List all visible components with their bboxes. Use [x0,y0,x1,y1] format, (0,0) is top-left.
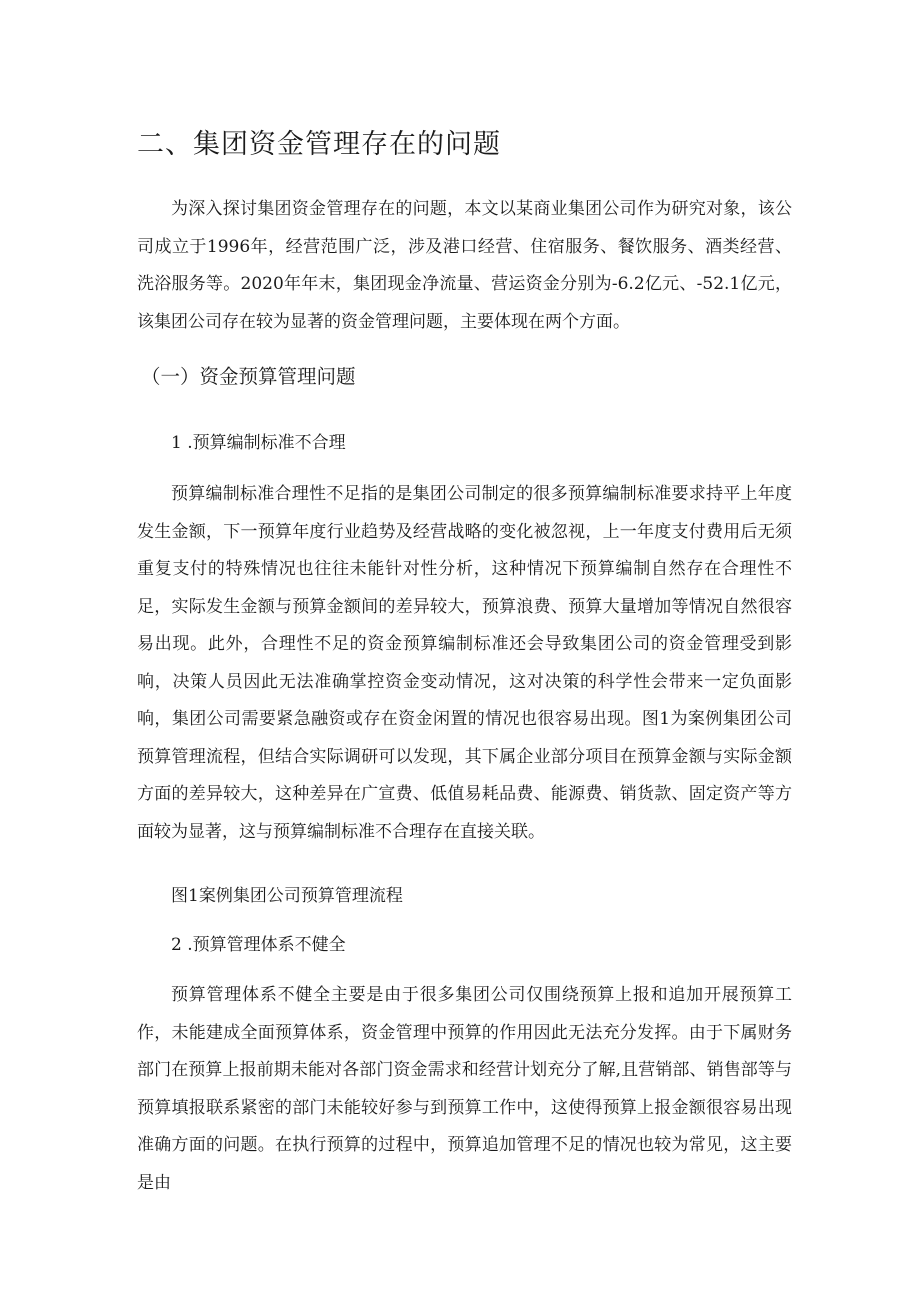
item1-paragraph: 预算编制标准合理性不足指的是集团公司制定的很多预算编制标准要求持平上年度发生金额，下一预算年度行业趋势及经营战略的变化被忽视，上一年度支付费用后无须重复支付的特殊情况也往往未能针对性分析，这种情况下预算编制自然存在合理性不足，实际发生金额与预算金额间的差异较大，预算浪费、预算大量增加等情况自然很容易出现。此外，合理性不足的资金预算编制标准还会导致集团公司的资金管理受到影响，决策人员因此无法准确掌控资金变动情况，这对决策的科学性会带来一定负面影响，集团公司需要紧急融资或存在资金闲置的情况也很容易出现。图1为案例集团公司预算管理流程，但结合实际调研可以发现，其下属企业部分项目在预算金额与实际金额方面的差异较大，这种差异在广宣费、低值易耗品费、能源费、销货款、固定资产等方面较为显著，这与预算编制标准不合理存在直接关联。 [137,484,792,842]
intro-paragraph: 为深入探讨集团资金管理存在的问题，本文以某商业集团公司作为研究对象，该公司成立于1996年，经营范围广泛，涉及港口经营、住宿服务、餐饮服务、酒类经营、洗浴服务等。2020年年末，集团现金净流量、营运资金分别为-6.2亿元、-52.1亿元，该集团公司存在较为显著的资金管理问题，主要体现在两个方面。 [137,199,792,332]
subsection-title: （一）资金预算管理问题 [141,365,356,388]
item1-title: 1 .预算编制标准不合理 [171,433,346,453]
item2-paragraph: 预算管理体系不健全主要是由于很多集团公司仅围绕预算上报和追加开展预算工作，未能建成全面预算体系，资金管理中预算的作用因此无法充分发挥。由于下属财务部门在预算上报前期未能对各部门资金需求和经营计划充分了解,且营销部、销售部等与预算填报联系紧密的部门未能较好参与到预算工作中，这使得预算上报金额很容易出现准确方面的问题。在执行预算的过程中，预算追加管理不足的情况也较为常见，这主要是由 [137,985,792,1193]
item2-title: 2 .预算管理体系不健全 [171,935,346,955]
section-title: 二、集团资金管理存在的问题 [137,129,501,160]
figure-caption: 图1案例集团公司预算管理流程 [171,886,403,906]
